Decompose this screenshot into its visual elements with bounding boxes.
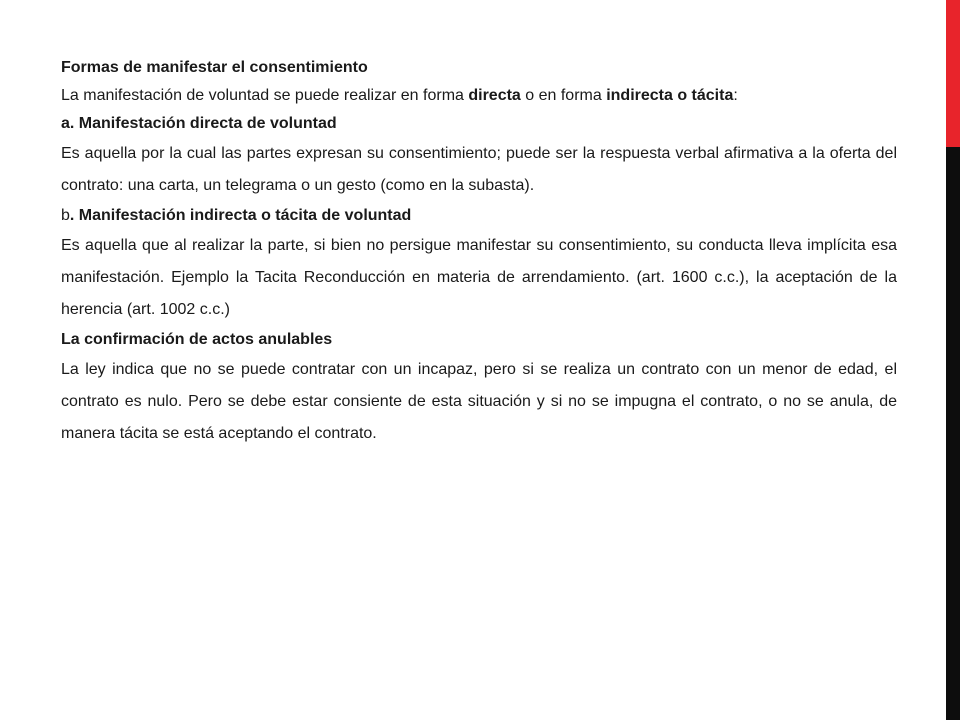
side-accent-black (946, 147, 960, 720)
section-b-heading (61, 202, 897, 230)
side-accent-red (946, 0, 960, 147)
confirmation-heading: La confirmación de actos anulables (61, 331, 333, 348)
slide-content (61, 54, 897, 450)
intro-bold-indirecta: indirecta o tácita (606, 87, 734, 104)
intro-text-2: o en forma (520, 87, 607, 104)
side-accent-bar (946, 0, 960, 720)
intro-text-3: : (733, 87, 738, 104)
section-b-marker: b (61, 207, 70, 224)
section-a-body: Es aquella por la cual las partes expresan su consentimiento; puede ser la respuesta verbal afirmativa a la oferta del contrato: una carta, un telegrama o un gesto (como en la subasta). (61, 145, 897, 194)
confirmation-body: La ley indica que no se puede contratar con un incapaz, pero si se realiza un contrato con un menor de edad, el contrato es nulo. Pero se debe estar consiente de esta situación y si no se impugna el contrato, o no se anula, de manera tácita se está aceptando el contrato. (61, 361, 897, 442)
intro-paragraph (61, 82, 897, 110)
intro-bold-directa: directa (468, 87, 521, 104)
document-title: Formas de manifestar el consentimiento (61, 59, 368, 76)
section-b-body: Es aquella que al realizar la parte, si bien no persigue manifestar su consentimiento, su conducta lleva implícita esa manifestación. Ejemplo la Tacita Reconducción en materia de arrendamiento. (art. 1600 c.c.), la aceptación de la herencia (art. 1002 c.c.) (61, 237, 897, 318)
section-a-heading: a. Manifestación directa de voluntad (61, 115, 337, 132)
section-b-heading-text: . Manifestación indirecta o tácita de voluntad (69, 207, 412, 224)
intro-text-1: La manifestación de voluntad se puede realizar en forma (61, 87, 469, 104)
